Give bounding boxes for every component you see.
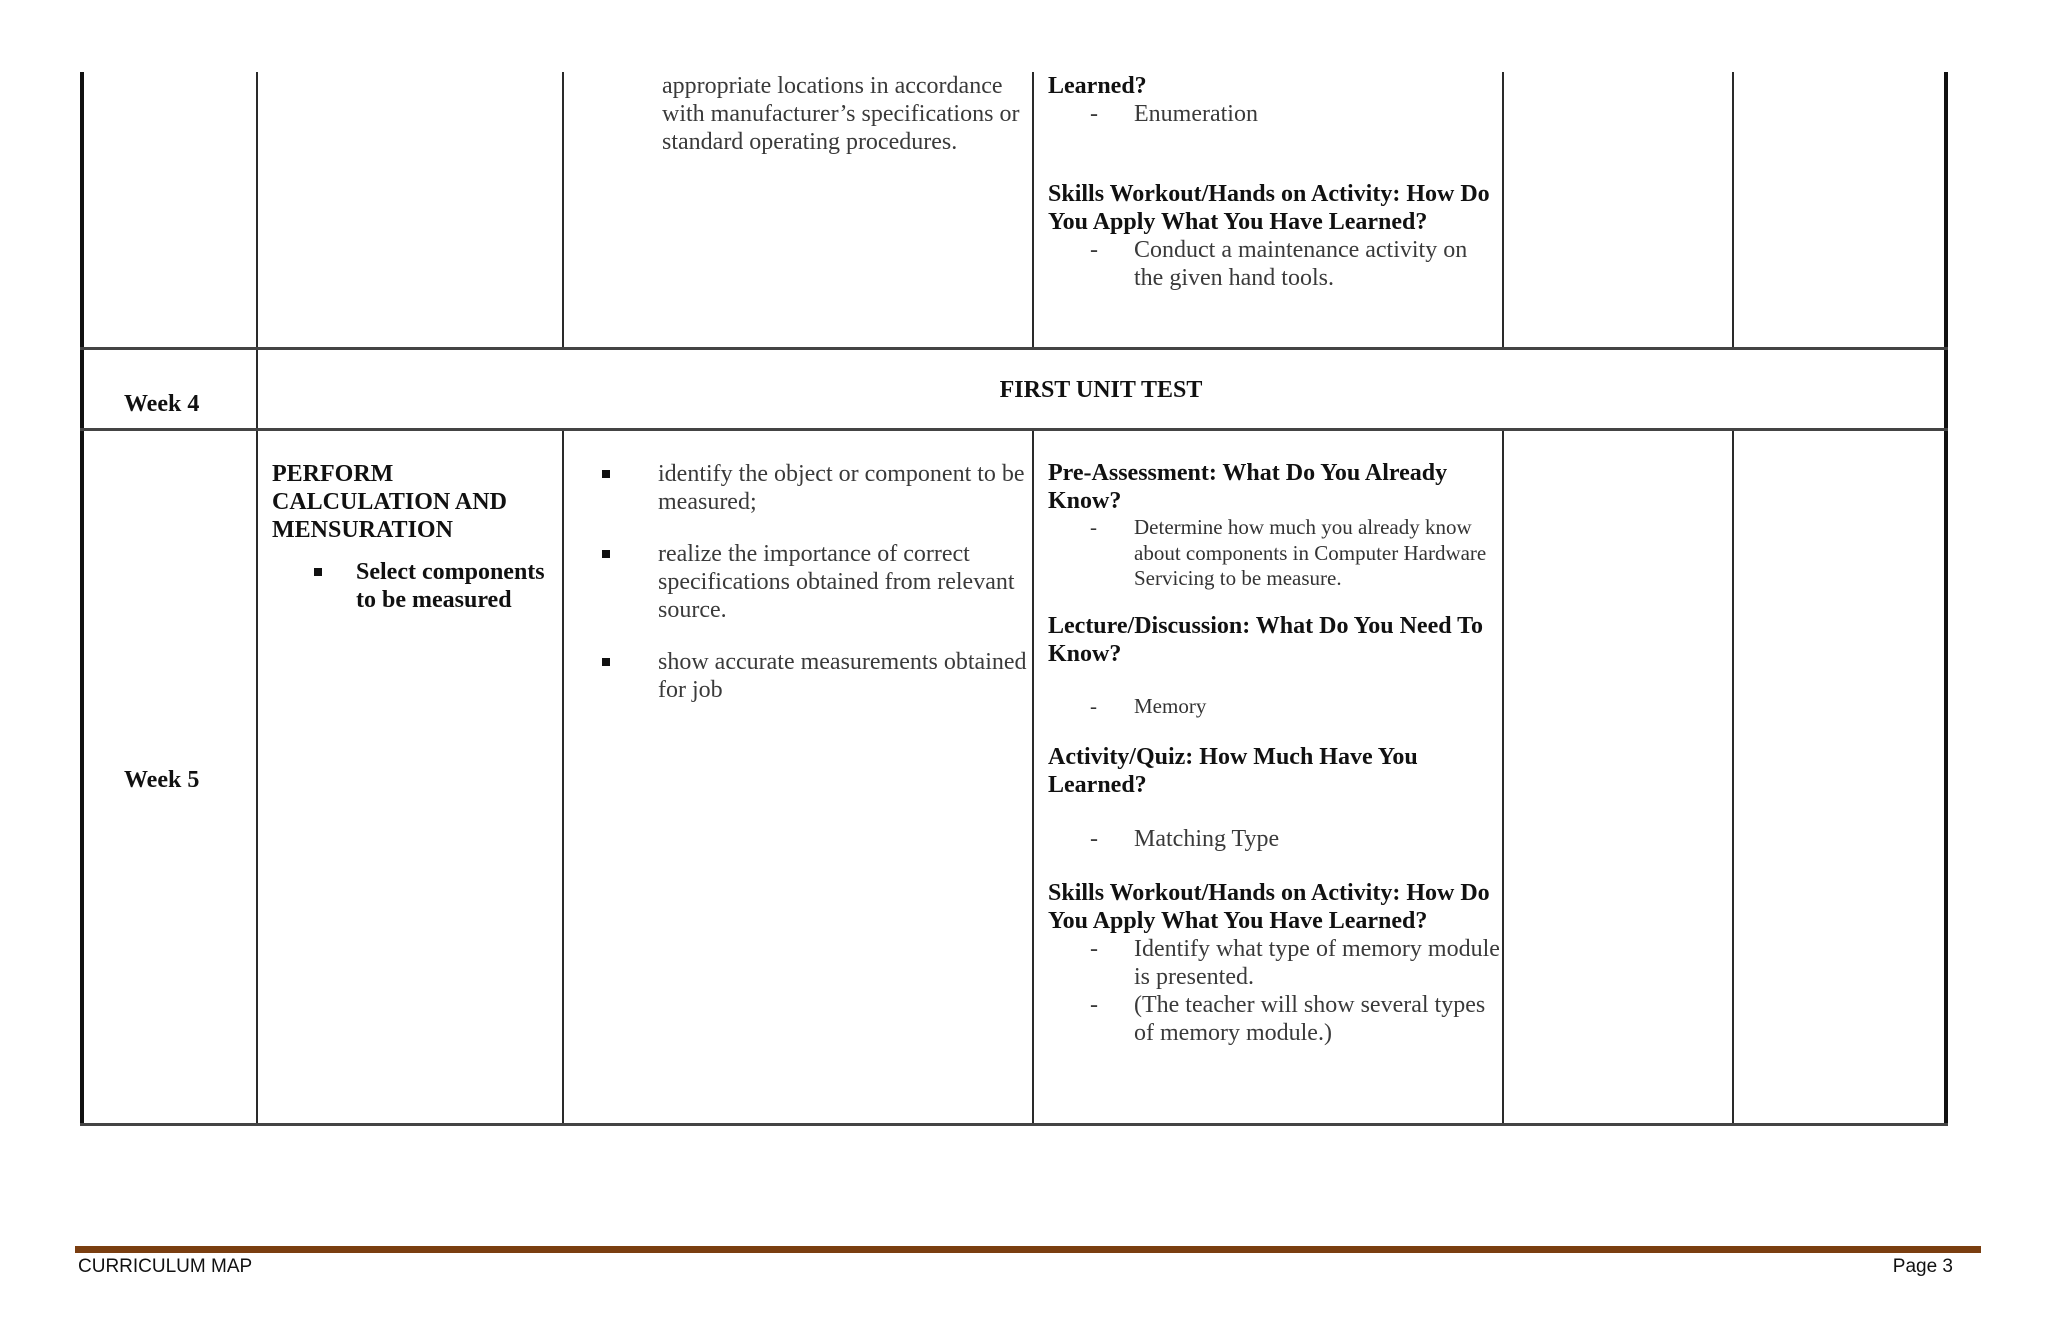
- objective-item: realize the importance of correct specifications obtained from relevant source.: [578, 540, 1028, 624]
- curriculum-table: [80, 72, 1948, 1126]
- column-divider: [1732, 72, 1734, 1126]
- table-border-bottom: [80, 1123, 1948, 1126]
- bullet-square-icon: [602, 658, 610, 666]
- week-5-objectives-cell: [578, 460, 1028, 704]
- unit-test-label: FIRST UNIT TEST: [999, 377, 1203, 403]
- subtopic-item: Select components to be measured: [272, 558, 554, 614]
- bullet-square-icon: [602, 470, 610, 478]
- skills-heading: Skills Workout/Hands on Activity: How Do You Apply What You Have Learned?: [1048, 181, 1490, 235]
- column-divider: [562, 72, 564, 1126]
- bullet-square-icon: [314, 568, 322, 576]
- top-row-activities: [1048, 72, 1500, 292]
- list-item: - (The teacher will show several types of memory module.): [1090, 992, 1486, 1046]
- column-divider: [1502, 72, 1504, 1126]
- objective-item: show accurate measurements obtained for job: [578, 648, 1028, 704]
- list-item: - Enumeration: [1090, 101, 1258, 127]
- table-border-left: [80, 72, 84, 1126]
- list-item: - Determine how much you already know about components in Computer Hardware Servicing to be measure.: [1090, 515, 1487, 590]
- row-divider: [80, 428, 1948, 431]
- week-4-label: Week 4: [124, 391, 200, 417]
- quiz-heading-tail: Learned?: [1048, 73, 1147, 99]
- skills-heading: Skills Workout/Hands on Activity: How Do You Apply What You Have Learned?: [1048, 880, 1490, 934]
- week-5-topic-cell: [272, 460, 554, 614]
- objective-item: identify the object or component to be measured;: [578, 460, 1028, 516]
- list-item: - Matching Type: [1090, 826, 1280, 852]
- week-5-label: Week 5: [124, 767, 200, 793]
- list-item: - Conduct a maintenance activity on the given hand tools.: [1090, 237, 1468, 291]
- competency-tail: appropriate locations in accordance with manufacturer’s specifications or standard operating procedures.: [662, 73, 1020, 155]
- list-item: - Memory: [1090, 693, 1207, 718]
- lecture-heading: Lecture/Discussion: What Do You Need To Know?: [1048, 612, 1483, 667]
- footer-rule: [75, 1246, 1981, 1253]
- topic-title: PERFORM CALCULATION AND MENSURATION: [272, 461, 507, 543]
- table-border-right: [1944, 72, 1948, 1126]
- week-5-activities-cell: [1048, 459, 1500, 1047]
- activity-heading: Activity/Quiz: How Much Have You Learned?: [1048, 744, 1418, 798]
- page-number: Page 3: [1892, 1256, 1953, 1277]
- column-divider: [256, 72, 258, 1126]
- column-divider: [1032, 72, 1034, 1126]
- bullet-square-icon: [602, 550, 610, 558]
- footer-title: CURRICULUM MAP: [78, 1256, 253, 1277]
- list-item: - Identify what type of memory module is presented.: [1090, 936, 1500, 990]
- pre-assessment-heading: Pre-Assessment: What Do You Already Know?: [1048, 460, 1448, 514]
